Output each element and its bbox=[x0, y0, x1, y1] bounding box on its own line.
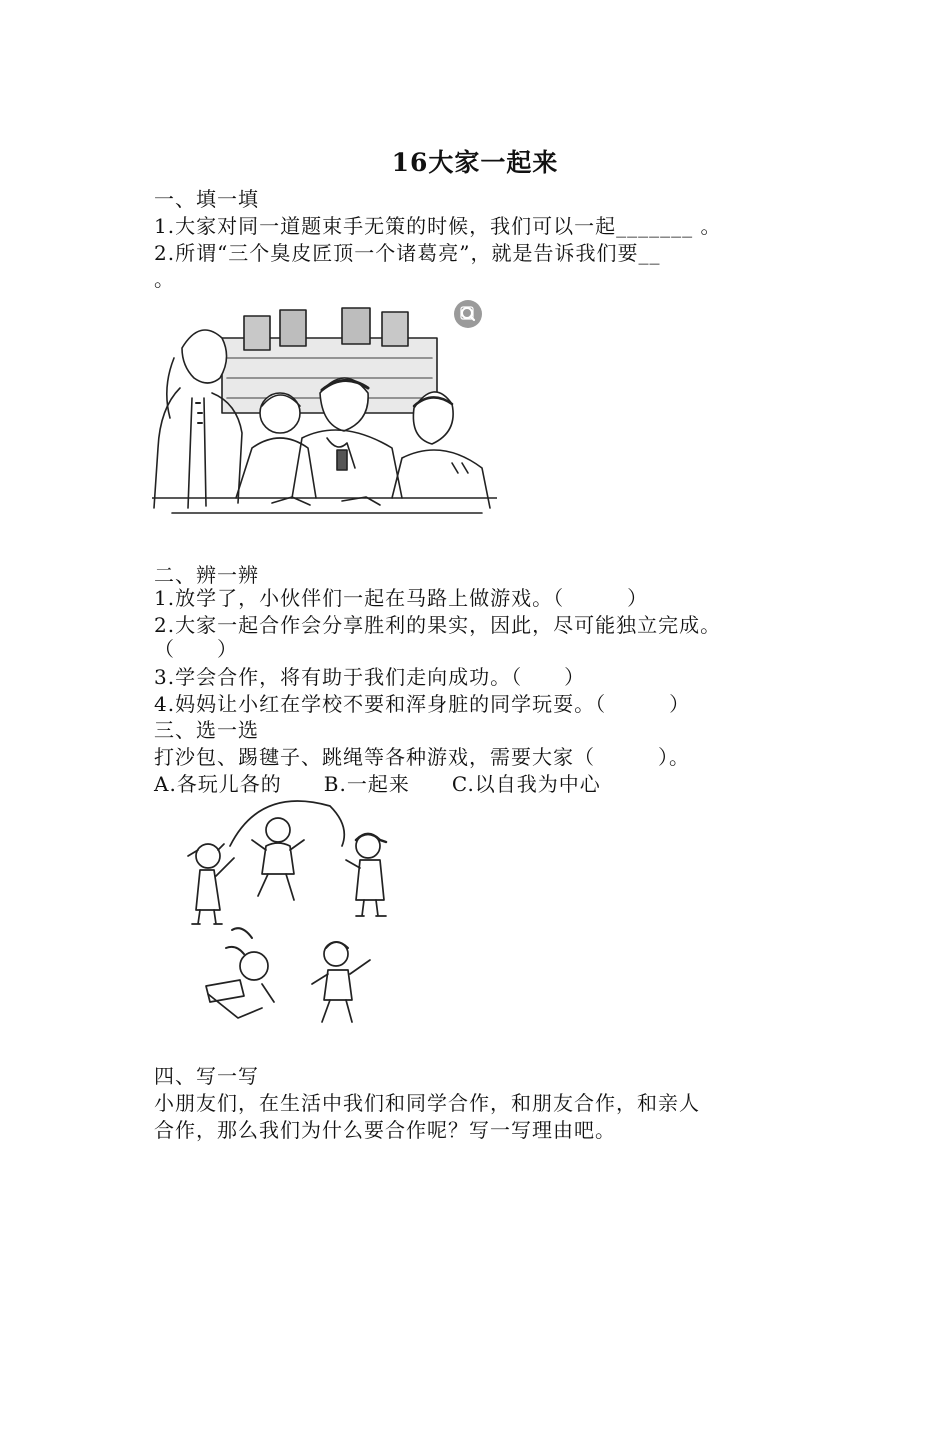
section3-question: 打沙包、踢毽子、跳绳等各种游戏，需要大家（ ）。 bbox=[154, 745, 690, 769]
section4-line-2: 合作，那么我们为什么要合作呢？写一写理由吧。 bbox=[154, 1118, 616, 1142]
magnifier-icon bbox=[454, 300, 482, 328]
children-jump-rope-illustration bbox=[170, 798, 400, 1038]
section1-question-1: 1.大家对同一道题束手无策的时候，我们可以一起_______ 。 bbox=[154, 214, 722, 238]
section4-line-1: 小朋友们，在生活中我们和同学合作，和朋友合作，和亲人 bbox=[154, 1091, 700, 1115]
section2-question-4: 4.妈妈让小红在学校不要和浑身脏的同学玩耍。（ ） bbox=[154, 692, 691, 716]
children-cooperating-illustration bbox=[152, 298, 497, 520]
section4-heading: 四、写一写 bbox=[154, 1064, 259, 1088]
page-title: 16大家一起来 bbox=[391, 148, 559, 177]
section2-question-1: 1.放学了，小伙伴们一起在马路上做游戏。（ ） bbox=[154, 586, 649, 610]
section2-question-3: 3.学会合作，将有助于我们走向成功。（ ） bbox=[154, 665, 586, 689]
section1-question-2-end: 。 bbox=[154, 267, 175, 291]
section3-options: A.各玩儿各的 B.一起来 C.以自我为中心 bbox=[154, 772, 601, 796]
image-search-icon[interactable] bbox=[454, 300, 482, 328]
section2-question-2: 2.大家一起合作会分享胜利的果实，因此，尽可能独立完成。 bbox=[154, 613, 722, 637]
section1-question-2: 2.所谓“三个臭皮匠顶一个诸葛亮”，就是告诉我们要__ bbox=[154, 241, 661, 265]
section1-heading: 一、填一填 bbox=[154, 187, 259, 211]
section2-heading: 二、辨一辨 bbox=[154, 563, 259, 587]
section2-question-2-end: （ ） bbox=[154, 637, 238, 661]
section3-heading: 三、选一选 bbox=[154, 718, 259, 742]
